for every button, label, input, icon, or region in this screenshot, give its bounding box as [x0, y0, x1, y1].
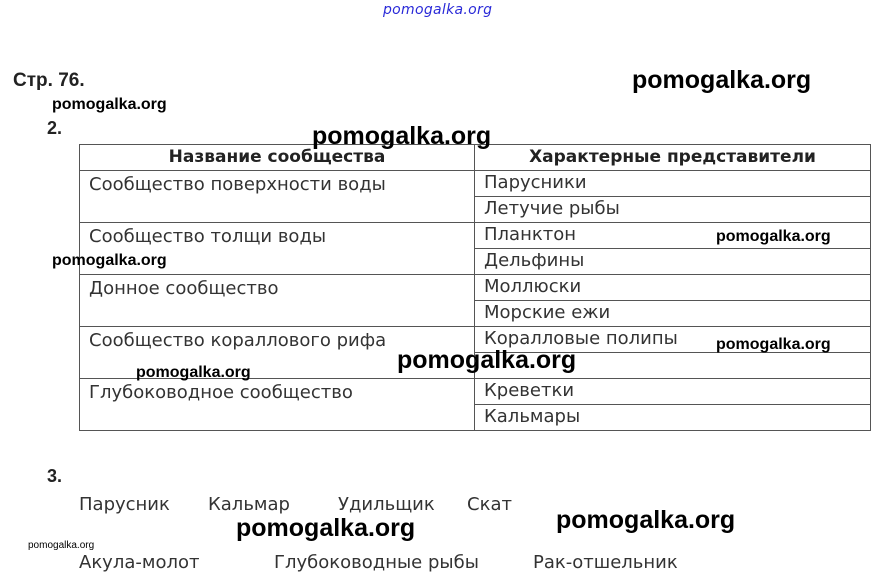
task-2-number: 2.: [47, 118, 63, 138]
member-cell: Дельфины: [475, 249, 871, 275]
answer-word: Скат: [467, 494, 512, 515]
community-cell: Сообщество толщи воды: [80, 223, 475, 275]
task-3-number: 3.: [47, 466, 63, 486]
community-cell: Донное сообщество: [80, 275, 475, 327]
watermark: pomogalka.org: [556, 506, 736, 534]
member-cell: Парусники: [475, 171, 871, 197]
community-cell: Глубоководное сообщество: [80, 379, 475, 431]
community-cell: Сообщество поверхности воды: [80, 171, 475, 223]
page-heading: Стр. 76.: [13, 70, 85, 91]
watermark: pomogalka.org: [716, 228, 831, 245]
member-cell: Летучие рыбы: [475, 197, 871, 223]
table-row: [80, 275, 871, 301]
member-cell: Коралловые полипы: [475, 327, 871, 353]
communities-table: [79, 144, 871, 431]
member-cell: Креветки: [475, 379, 871, 405]
member-cell: Кальмары: [475, 405, 871, 431]
header-community-name: Название сообщества: [80, 145, 475, 171]
member-cell: Планктон: [475, 223, 871, 249]
member-cell: Моллюски: [475, 275, 871, 301]
answer-word: Парусник: [79, 494, 170, 515]
answer-word: Рак-отшельник: [533, 552, 678, 573]
watermark: pomogalka.org: [52, 252, 167, 269]
watermark: pomogalka.org: [312, 122, 492, 150]
watermark: pomogalka.org: [136, 364, 251, 381]
table-row: [80, 379, 871, 405]
answer-word: Глубоководные рыбы: [274, 552, 479, 573]
header-representatives: Характерные представители: [475, 145, 871, 171]
watermark: pomogalka.org: [716, 336, 831, 353]
watermark: pomogalka.org: [397, 346, 577, 374]
watermark-top: pomogalka.org: [383, 2, 493, 18]
watermark: pomogalka.org: [632, 66, 812, 94]
answer-word: Кальмар: [208, 494, 290, 515]
watermark: pomogalka.org: [52, 96, 167, 113]
table-row: [80, 171, 871, 197]
answer-word: Удильщик: [338, 494, 435, 515]
watermark: pomogalka.org: [236, 514, 416, 542]
community-cell: Сообщество кораллового рифа: [80, 327, 475, 379]
watermark: pomogalka.org: [28, 540, 95, 551]
member-cell: Морские ежи: [475, 301, 871, 327]
answer-word: Акула-молот: [79, 552, 200, 573]
